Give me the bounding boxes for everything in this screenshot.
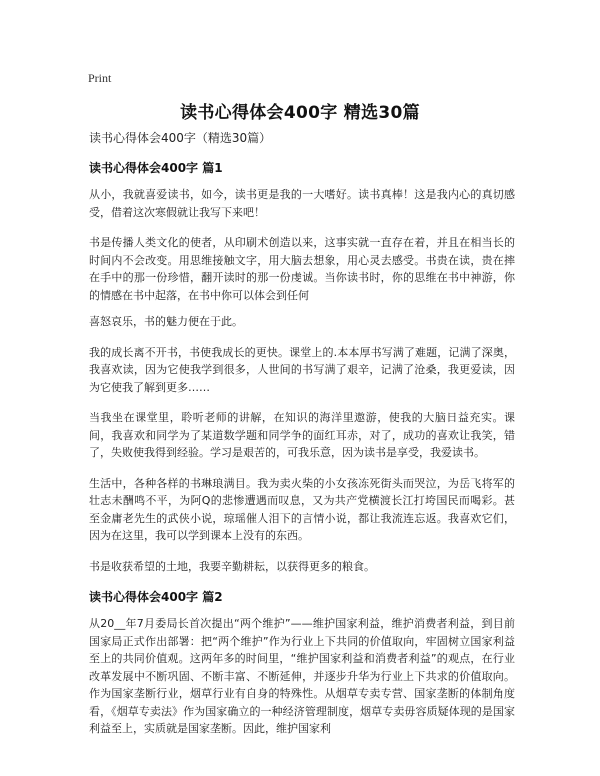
section-heading-2: 读书心得体会400字 篇2 [89, 590, 223, 604]
print-link[interactable]: Print [88, 71, 112, 85]
document-body [89, 129, 515, 751]
paragraph: 当我坐在课堂里，聆听老师的讲解，在知识的海洋里遨游，使我的大脑日益充实。课间，我喜欢和同学为了某道数学题和同学争的面红耳赤，对了，成功的喜欢让我笑，错了，失败使我得到经验。学习是艰苦的，可我乐意，因为读书是享受，我爱读书。 [89, 411, 515, 459]
paragraph: 书是收获希望的土地，我要辛勤耕耘，以获得更多的粮食。 [89, 559, 375, 573]
section-heading-1: 读书心得体会400字 篇1 [89, 161, 223, 175]
paragraph: 我的成长离不开书，书使我成长的更快。课堂上的.本本厚书写满了难题，记满了深奥，我喜欢读，因为它使我学到很多，人世间的书写满了艰辛，记满了沧桑，我更爱读，因为它使我了解到更多…… [89, 345, 515, 394]
document-subtitle: 读书心得体会400字（精选30篇） [89, 131, 272, 145]
paragraph: 从20__年7月委局长首次提出“两个维护”——维护国家利益，维护消费者利益，到目前国家局正式作出部署：把“两个维护”作为行业上下共同的价值取向，牢固树立国家利益至上的共同价值观。这两年多的时间里，“维护国家利益和消费者利益”的观点，在行业改革发展中不断巩固、不断丰富、不断延伸，并逐步升华为行业上下共求的价值取向。作为国家垄断行业，烟草行业有自身的特殊性。从烟草专卖专营、国家垄断的体制角度看，《烟草专卖法》作为国家确立的一种经济管理制度，烟草专卖毋容质疑体现的是国家利益至上，实质就是国家垄断。因此，维护国家利 [89, 617, 515, 735]
paragraph: 从小，我就喜爱读书，如今，读书更是我的一大嗜好。读书真棒！这是我内心的真切感受，借着这次寒假就让我写下来吧！ [89, 188, 515, 219]
paragraph: 喜怒哀乐，书的魅力便在于此。 [89, 315, 243, 328]
paragraph: 书是传播人类文化的使者，从印刷术创造以来，这事实就一直存在着，并且在相当长的时间内不会改变。用思维接触文字，用大脑去想象，用心灵去感受。书贵在读，贵在摔在手中的那一份珍惜，翻开读时的那一份虔诚。当你读书时，你的思维在书中神游，你的情感在书中起落，在书中你可以体会到任何 [89, 236, 515, 302]
paragraph: 生活中，各种各样的书琳琅满目。我为卖火柴的小女孩冻死街头而哭泣，为岳飞将军的壮志未酬鸣不平，为阿Q的悲惨遭遇而叹息，又为共产党横渡长江打垮国民而喝彩。甚至金庸老先生的武侠小说，琼瑶催人泪下的言情小说，都让我流连忘返。我喜欢它们，因为在这里，我可以学到课本上没有的东西。 [89, 476, 515, 542]
page-title: 读书心得体会400字 精选30篇 [180, 103, 420, 123]
